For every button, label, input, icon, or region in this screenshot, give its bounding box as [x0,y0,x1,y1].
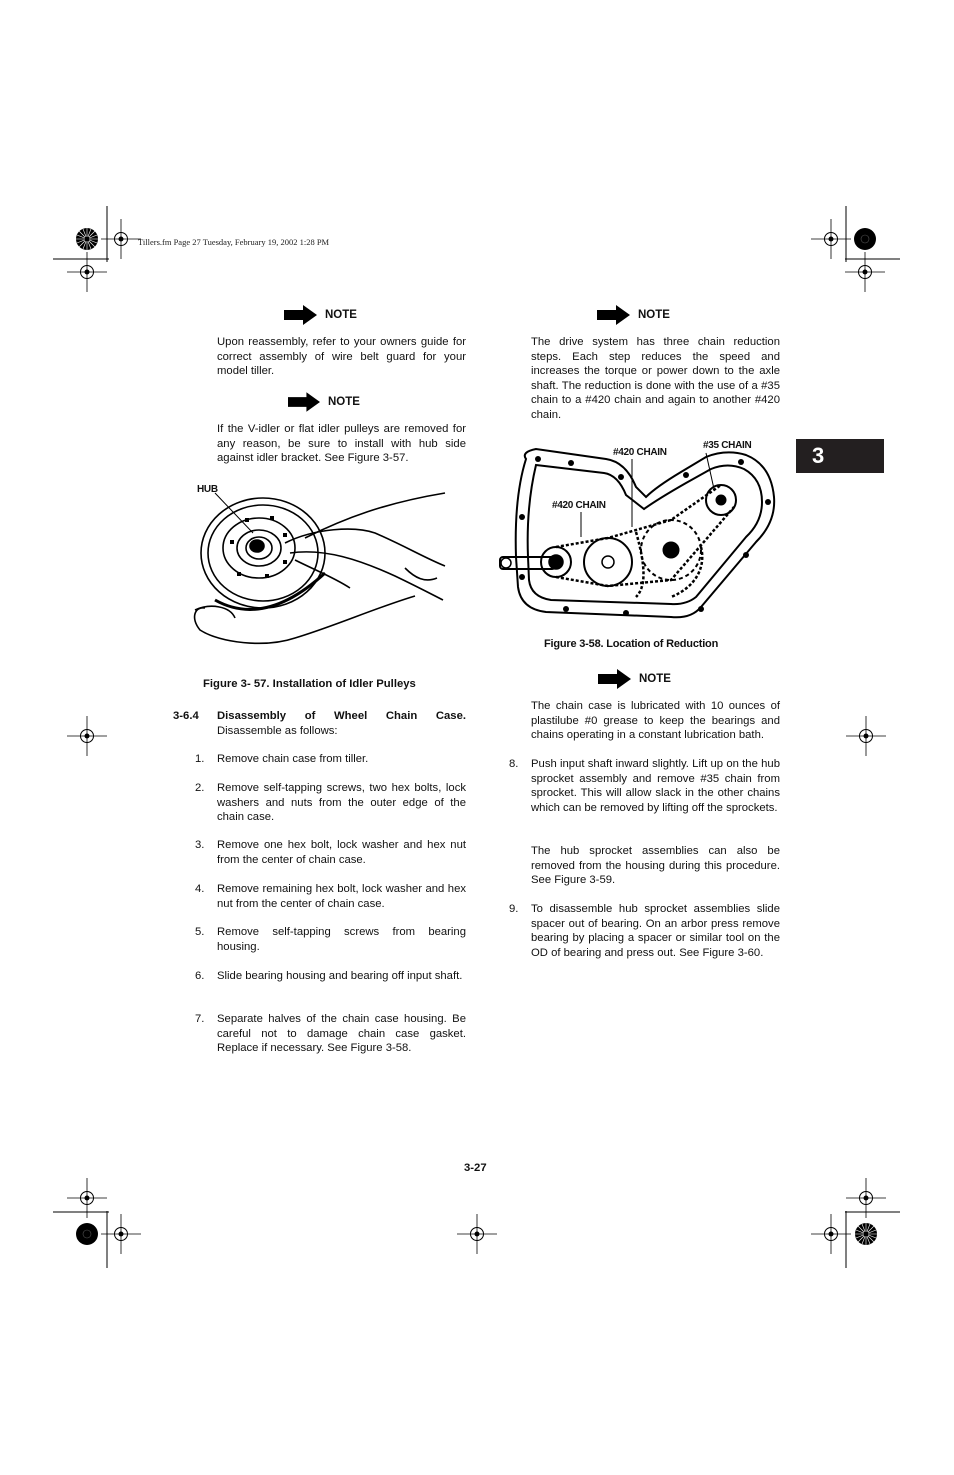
note-heading [598,669,671,689]
note-text: The drive system has three chain reduction steps. Each step reduces the speed and increases the torque or power down to the axle shaft. The reduction is done with the use of a #35 chain to a #420 chain and again to another #420 chain. [531,336,780,421]
note-label: NOTE [638,309,670,321]
step-number: 6. [195,970,205,982]
chain-label: #35 CHAIN [703,440,752,451]
figure-caption: Figure 3-58. Location of Reduction [544,638,719,650]
chain-label: #420 CHAIN [613,447,667,458]
note-heading [288,392,360,412]
step-text: Separate halves of the chain case housing. Be careful not to damage chain case gasket. Replace if necessary. See Figure 3-58. [217,1013,466,1055]
section-number: 3-6.4 [173,710,199,722]
chapter-number: 3 [812,443,825,468]
figure-idler-pulley [175,478,450,658]
note-label: NOTE [639,673,671,685]
note-heading [597,305,670,325]
step-number: 1. [195,753,205,765]
step-number: 7. [195,1013,205,1025]
note-text: The chain case is lubricated with 10 ounces of plastilube #0 grease to keep the bearings and chains operating in a constant lubrication bath. [531,700,780,742]
step-number: 8. [509,758,519,770]
step-text: To disassemble hub sprocket assemblies slide spacer out of bearing. On an arbor press remove bearing by placing a spacer or similar tool on the OD of bearing and press out. See Figure 3-60. [531,903,780,959]
step-text: Push input shaft inward slightly. Lift up on the hub sprocket assembly and remove #35 chain from sprocket. This will allow slack in the other chains which can be removed by lifting off the sprockets. [531,758,780,814]
step-text: Remove self-tapping screws, two hex bolts, lock washers and nuts from the outer edge of the chain case. [217,782,466,824]
note-text: Upon reassembly, refer to your owners guide for correct assembly of wire belt guard for your model tiller. [217,336,466,378]
step-number: 4. [195,883,205,895]
step-number: 5. [195,926,205,938]
step-text: Remove chain case from tiller. [217,753,369,765]
section-heading [173,709,466,739]
idler-pulley-illustration [175,478,450,658]
figure-chain-case [496,437,781,624]
step-text: Slide bearing housing and bearing off input shaft. [217,970,463,982]
section-text [217,709,466,738]
arrow-right-icon [288,392,320,412]
step-text: Remove one hex bolt, lock washer and hex nut from the center of chain case. [217,839,466,866]
page-number: 3-27 [464,1162,487,1174]
step-number: 3. [195,839,205,851]
section-intro: Disassemble as follows: [217,724,338,737]
step-text: Remove remaining hex bolt, lock washer and hex nut from the center of chain case. [217,883,466,910]
arrow-right-icon [597,305,630,325]
figure-caption: Figure 3- 57. Installation of Idler Pulleys [203,678,416,690]
section-title: Disassembly of Wheel Chain Case. [217,710,466,722]
chapter-tab [796,439,884,473]
note-label: NOTE [328,396,360,408]
step-text: Remove self-tapping screws from bearing housing. [217,926,466,953]
step-number: 9. [509,903,519,915]
arrow-right-icon [598,669,631,689]
note-text: If the V-idler or flat idler pulleys are removed for any reason, be sure to install with hub side against idler bracket. See Figure 3-57. [217,423,466,465]
arrow-right-icon [284,305,317,325]
chain-case-illustration [496,437,781,624]
chain-label: #420 CHAIN [552,500,606,511]
hub-label: HUB [197,484,218,495]
note-label: NOTE [325,309,357,321]
step-text: The hub sprocket assemblies can also be removed from the housing during this procedure. See Figure 3-59. [531,845,780,887]
file-stamp: Tillers.fm Page 27 Tuesday, February 19, 2002 1:28 PM [138,237,330,247]
note-heading [284,305,357,325]
step-number: 2. [195,782,205,794]
